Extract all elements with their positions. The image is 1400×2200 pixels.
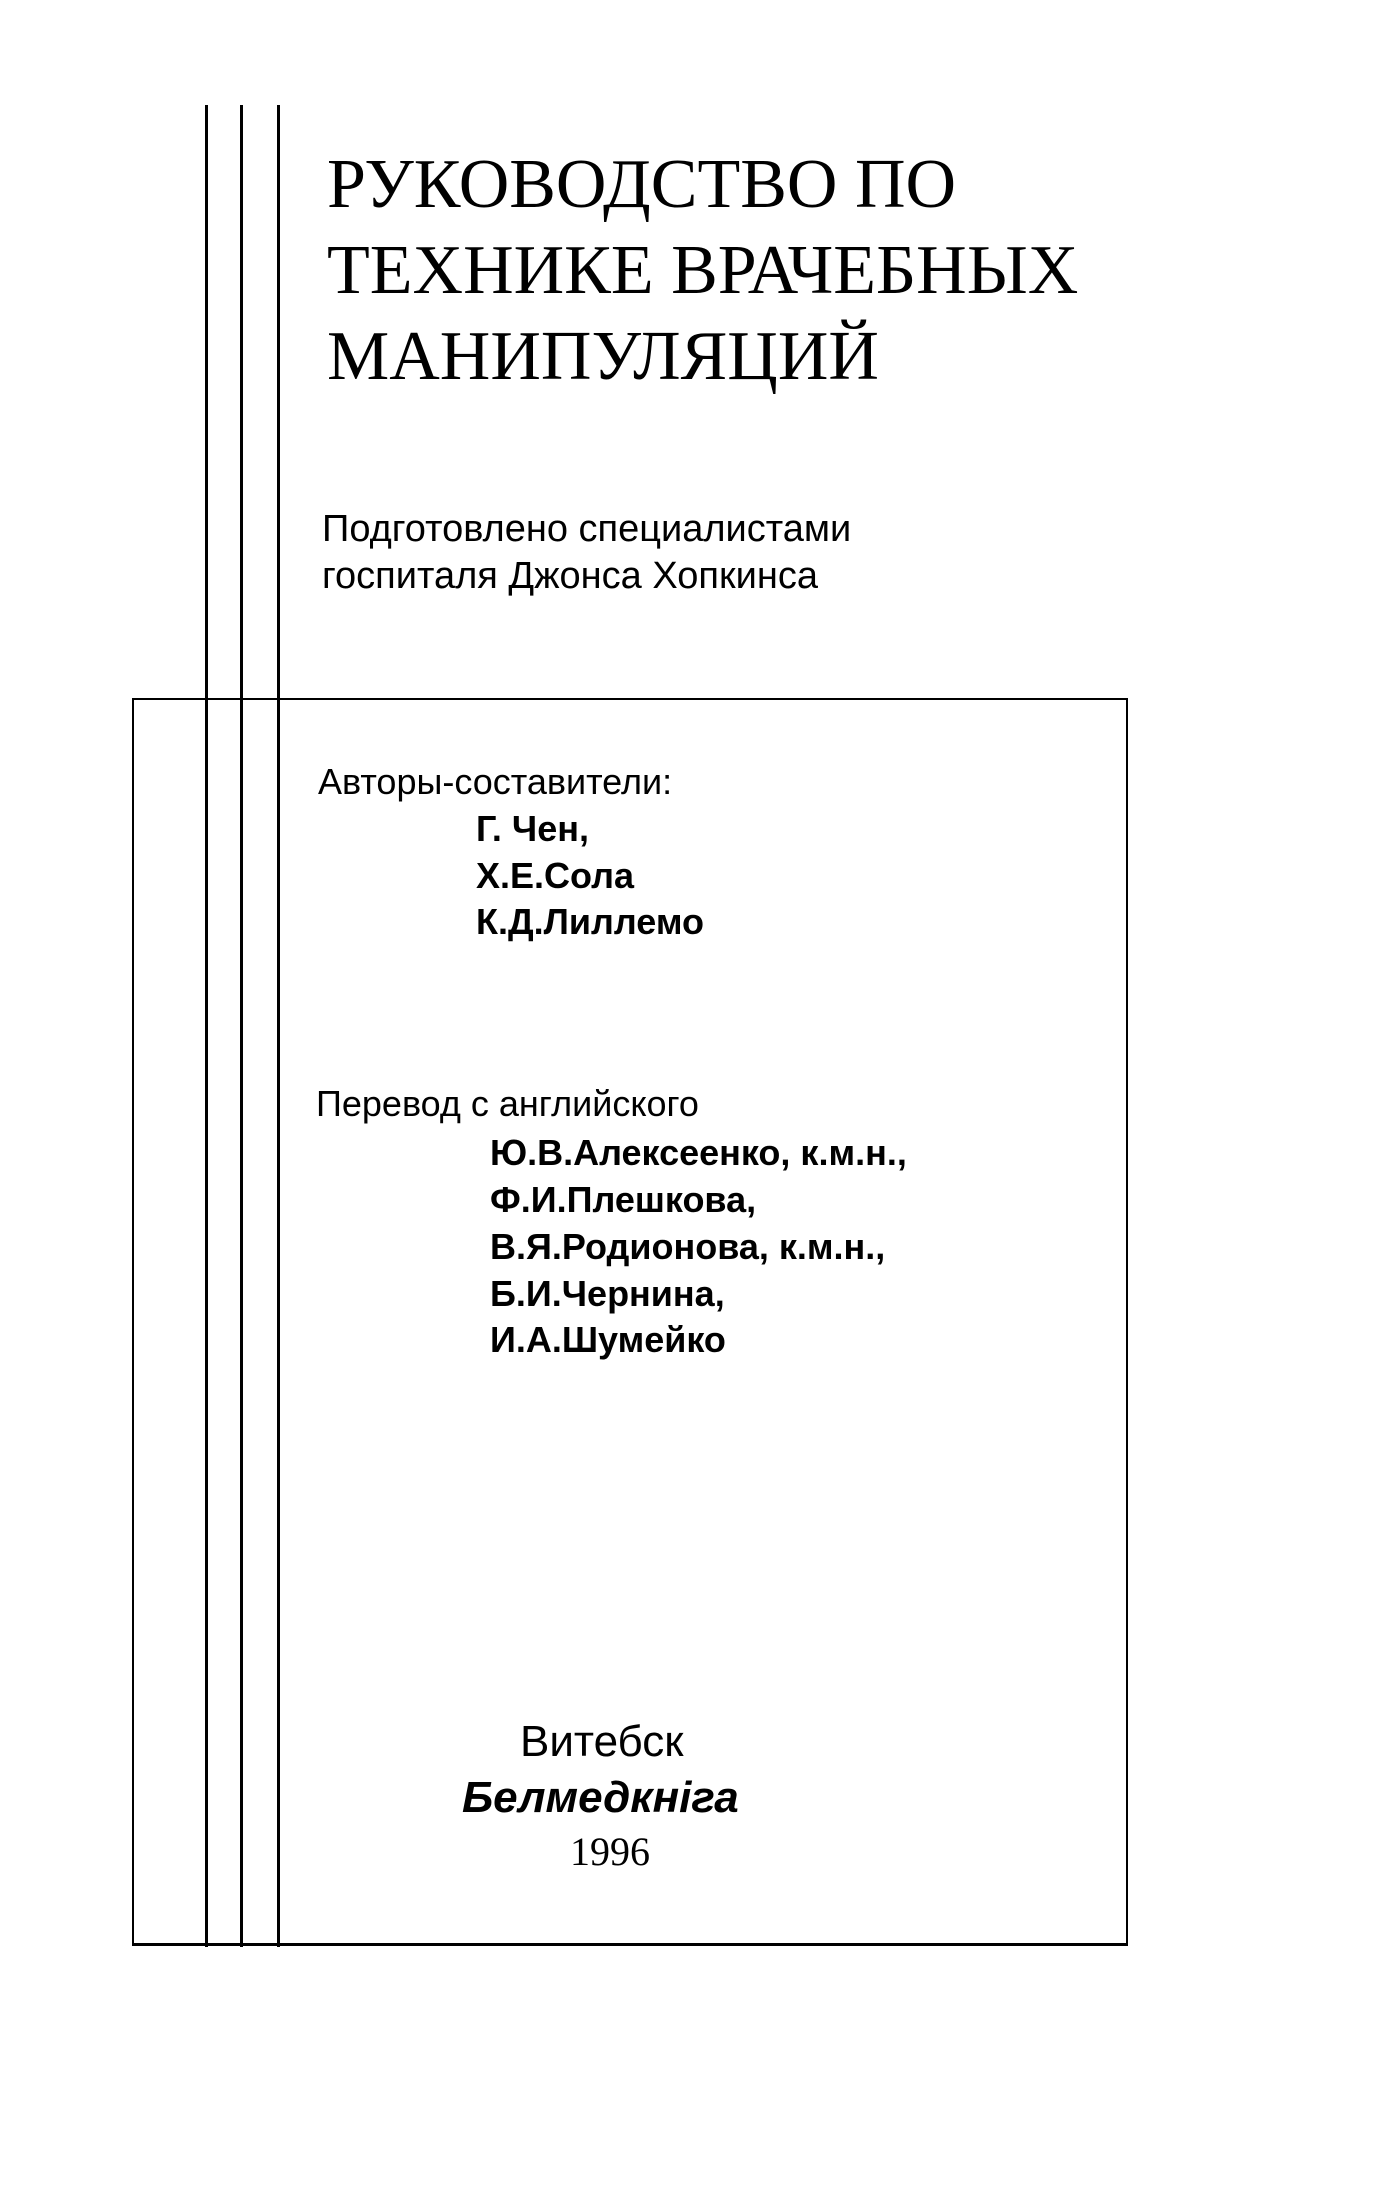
author-name-2: Х.Е.Сола <box>476 855 635 896</box>
author-name-3: К.Д.Лиллемо <box>476 901 704 942</box>
subtitle-line-1: Подготовлено специалистами <box>322 508 852 550</box>
subtitle-line-2: госпиталя Джонса Хопкинса <box>322 555 818 597</box>
title-line-3: МАНИПУЛЯЦИЙ <box>327 318 879 395</box>
imprint-year: 1996 <box>570 1829 650 1874</box>
imprint-publisher: Белмедкнiга <box>462 1773 739 1822</box>
translator-name-4: Б.И.Чернина, <box>490 1273 725 1314</box>
translator-name-3: В.Я.Родионова, к.м.н., <box>490 1226 886 1267</box>
translator-name-2: Ф.И.Плешкова, <box>490 1179 757 1220</box>
authors-label: Авторы-составители: <box>318 761 673 802</box>
title-line-2: ТЕХНИКЕ ВРАЧЕБНЫХ <box>327 232 1079 309</box>
translation-label: Перевод с английского <box>316 1083 699 1124</box>
imprint-city: Витебск <box>520 1717 684 1766</box>
author-name-1: Г. Чен, <box>476 808 589 849</box>
translator-name-1: Ю.В.Алексеенко, к.м.н., <box>490 1132 907 1173</box>
translator-name-5: И.А.Шумейко <box>490 1319 726 1360</box>
title-line-1: РУКОВОДСТВО ПО <box>327 146 957 223</box>
